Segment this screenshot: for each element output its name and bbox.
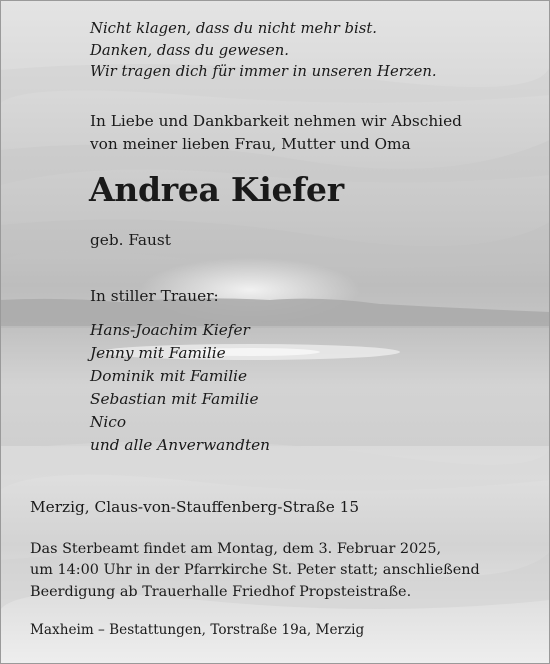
mourners-list bbox=[90, 319, 270, 458]
mourning-heading: In stiller Trauer: bbox=[90, 287, 219, 305]
birth-name: geb. Faust bbox=[90, 231, 171, 249]
mourner-item: und alle Anverwandten bbox=[90, 436, 270, 455]
mourner-item: Hans-Joachim Kiefer bbox=[90, 321, 250, 339]
mourner-item: Jenny mit Familie bbox=[90, 344, 226, 363]
family-address: Merzig, Claus-von-Stauffenberg-Straße 15 bbox=[30, 498, 360, 516]
mourner-item: Nico bbox=[90, 413, 127, 432]
mourner-item: Sebastian mit Familie bbox=[90, 390, 259, 409]
undertaker-info: Maxheim – Bestattungen, Torstraße 19a, Merzig bbox=[30, 622, 365, 638]
deceased-name: Andrea Kiefer bbox=[89, 170, 344, 209]
intro-line: von meiner lieben Frau, Mutter und Oma bbox=[90, 135, 411, 153]
funeral-line: Das Sterbeamt findet am Montag, dem 3. Februar 2025, bbox=[30, 541, 442, 557]
mourner-item: Dominik mit Familie bbox=[90, 367, 248, 386]
poem-line: Nicht klagen, dass du nicht mehr bist. bbox=[90, 20, 377, 37]
funeral-details bbox=[30, 539, 480, 603]
funeral-line: um 14:00 Uhr in der Pfarrkirche St. Peter statt; anschließend bbox=[30, 562, 480, 579]
funeral-line: Beerdigung ab Trauerhalle Friedhof Propsteistraße. bbox=[30, 583, 412, 600]
poem-line: Wir tragen dich für immer in unseren Herzen. bbox=[90, 63, 437, 80]
poem bbox=[90, 18, 437, 83]
farewell-intro bbox=[90, 110, 462, 156]
intro-line: In Liebe und Dankbarkeit nehmen wir Abschied bbox=[90, 112, 462, 130]
poem-line: Danken, dass du gewesen. bbox=[90, 41, 289, 59]
